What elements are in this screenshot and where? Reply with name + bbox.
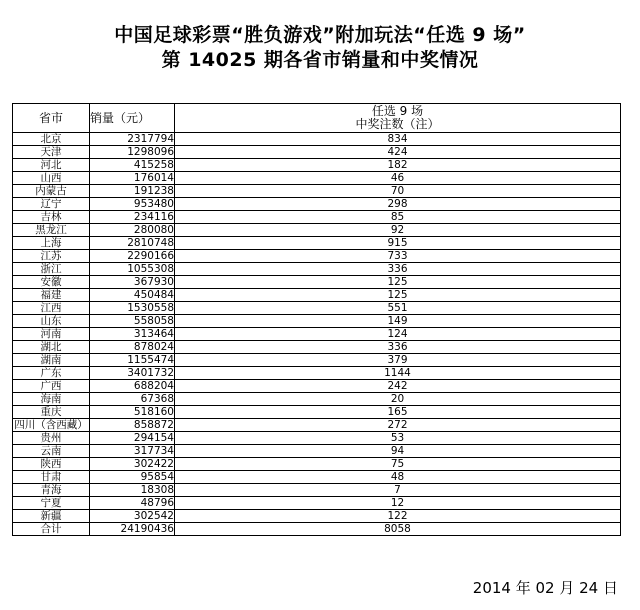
page-title-line1: 中国足球彩票“胜负游戏”附加玩法“任选 9 场” [114,24,526,46]
cell-sales: 1155474 [90,354,175,367]
cell-province: 上海 [13,237,90,250]
cell-province: 陕西 [13,458,90,471]
cell-province: 宁夏 [13,497,90,510]
cell-sales: 3401732 [90,367,175,380]
cell-province: 河北 [13,159,90,172]
cell-province: 湖南 [13,354,90,367]
table-row [13,458,621,471]
cell-sales: 313464 [90,328,175,341]
table-row [13,419,621,432]
cell-winners: 242 [175,380,621,393]
cell-province: 重庆 [13,406,90,419]
cell-province: 甘肃 [13,471,90,484]
table-row [13,185,621,198]
table-row [13,159,621,172]
cell-winners: 149 [175,315,621,328]
publish-date: 2014 年 02 月 24 日 [472,579,618,597]
cell-sales: 558058 [90,315,175,328]
header-province: 省市 [13,104,90,133]
cell-sales: 302542 [90,510,175,523]
cell-province: 江西 [13,302,90,315]
cell-sales: 48796 [90,497,175,510]
cell-province: 新疆 [13,510,90,523]
table-row [13,224,621,237]
table-row [13,393,621,406]
table-row [13,211,621,224]
cell-sales: 95854 [90,471,175,484]
cell-winners: 122 [175,510,621,523]
header-winners-line2: 中奖注数（注） [355,117,440,131]
cell-sales: 518160 [90,406,175,419]
cell-sales: 317734 [90,445,175,458]
cell-winners: 182 [175,159,621,172]
cell-province: 内蒙古 [13,185,90,198]
cell-province: 四川（含西藏） [14,419,88,431]
cell-sales: 367930 [90,276,175,289]
table-row [13,341,621,354]
cell-winners: 94 [175,445,621,458]
header-winners [175,104,621,133]
cell-winners: 298 [175,198,621,211]
table-row [13,198,621,211]
cell-province: 湖北 [13,341,90,354]
cell-sales: 191238 [90,185,175,198]
table-row [13,367,621,380]
cell-province: 天津 [13,146,90,159]
page-title-line2: 第 14025 期各省市销量和中奖情况 [161,49,479,71]
cell-winners: 1144 [175,367,621,380]
table-row [13,497,621,510]
cell-province: 青海 [13,484,90,497]
cell-sales: 2317794 [90,133,175,146]
cell-sales: 24190436 [90,523,175,536]
cell-winners: 551 [175,302,621,315]
header-row [13,104,621,133]
table-row [13,302,621,315]
cell-sales: 858872 [90,419,175,432]
cell-sales: 294154 [90,432,175,445]
table-row [13,354,621,367]
cell-winners: 53 [175,432,621,445]
cell-sales: 302422 [90,458,175,471]
cell-province: 福建 [13,289,90,302]
table-row [13,328,621,341]
cell-province: 黑龙江 [13,224,90,237]
table-row [13,471,621,484]
table-row [13,315,621,328]
cell-sales: 176014 [90,172,175,185]
table-row [13,276,621,289]
cell-sales: 1530558 [90,302,175,315]
cell-sales: 688204 [90,380,175,393]
cell-sales: 2810748 [90,237,175,250]
cell-winners: 834 [175,133,621,146]
cell-sales: 2290166 [90,250,175,263]
header-winners-line1: 任选 9 场 [371,104,424,118]
cell-province: 江苏 [13,250,90,263]
cell-winners: 124 [175,328,621,341]
cell-winners: 85 [175,211,621,224]
cell-winners: 336 [175,341,621,354]
cell-winners: 75 [175,458,621,471]
cell-sales: 415258 [90,159,175,172]
cell-sales: 18308 [90,484,175,497]
cell-winners: 8058 [175,523,621,536]
cell-winners: 7 [175,484,621,497]
table-row [13,133,621,146]
cell-winners: 733 [175,250,621,263]
cell-winners: 272 [175,419,621,432]
table-row [13,406,621,419]
cell-province: 广西 [13,380,90,393]
cell-province: 北京 [13,133,90,146]
cell-province: 安徽 [13,276,90,289]
cell-winners: 915 [175,237,621,250]
cell-winners: 12 [175,497,621,510]
cell-province: 河南 [13,328,90,341]
cell-winners: 125 [175,289,621,302]
cell-winners: 165 [175,406,621,419]
cell-sales: 1055308 [90,263,175,276]
cell-winners: 379 [175,354,621,367]
table-row [13,445,621,458]
table-row [13,432,621,445]
cell-province: 山东 [13,315,90,328]
cell-sales: 450484 [90,289,175,302]
cell-province: 辽宁 [13,198,90,211]
cell-province: 云南 [13,445,90,458]
cell-province: 吉林 [13,211,90,224]
cell-winners: 125 [175,276,621,289]
cell-winners: 92 [175,224,621,237]
sales-table [12,103,621,536]
sales-table-body [13,104,621,536]
table-row [13,510,621,523]
cell-province: 合计 [13,523,90,536]
cell-sales: 1298096 [90,146,175,159]
cell-province: 贵州 [13,432,90,445]
table-row [13,484,621,497]
table-row [13,380,621,393]
table-row [13,237,621,250]
cell-sales: 67368 [90,393,175,406]
header-sales: 销量（元） [90,104,175,133]
cell-sales: 280080 [90,224,175,237]
table-row [13,146,621,159]
cell-winners: 424 [175,146,621,159]
cell-winners: 336 [175,263,621,276]
cell-winners: 46 [175,172,621,185]
cell-sales: 878024 [90,341,175,354]
cell-sales: 953480 [90,198,175,211]
cell-winners: 48 [175,471,621,484]
cell-province: 山西 [13,172,90,185]
table-row [13,250,621,263]
table-row [13,172,621,185]
table-row [13,523,621,536]
cell-province: 海南 [13,393,90,406]
table-row [13,263,621,276]
cell-winners: 70 [175,185,621,198]
table-row [13,289,621,302]
cell-sales: 234116 [90,211,175,224]
cell-province: 广东 [13,367,90,380]
cell-winners: 20 [175,393,621,406]
cell-province: 浙江 [13,263,90,276]
